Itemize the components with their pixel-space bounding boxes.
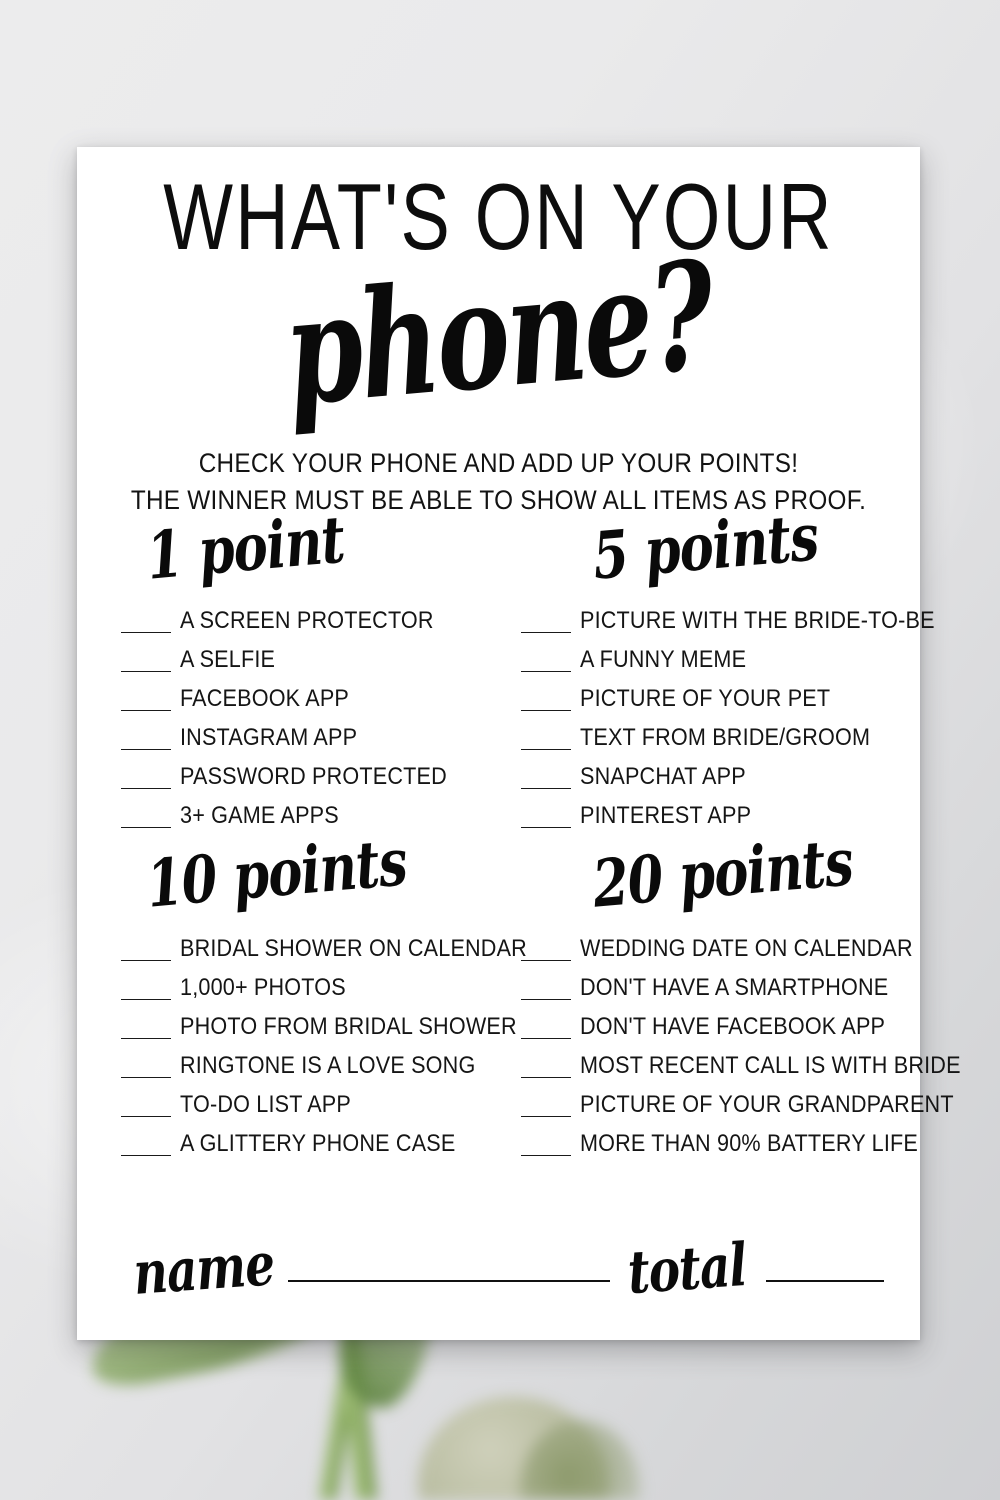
score-blank-line[interactable] (121, 671, 171, 672)
game-card (77, 147, 961, 1340)
checklist-item[interactable] (121, 687, 499, 711)
score-blank-line[interactable] (121, 1077, 171, 1078)
checklist-item[interactable] (121, 976, 499, 1000)
checklist-item[interactable] (521, 804, 921, 828)
checklist-item-label: A GLITTERY PHONE CASE (180, 1130, 456, 1157)
section-heading: 20 points (589, 823, 856, 923)
section-heading: 1 point (143, 500, 348, 595)
score-blank-line[interactable] (521, 710, 571, 711)
score-blank-line[interactable] (521, 960, 571, 961)
checklist-item-label: SNAPCHAT APP (579, 763, 746, 790)
score-blank-line[interactable] (521, 632, 571, 633)
checklist-item[interactable] (121, 648, 499, 672)
checklist-item[interactable] (521, 607, 935, 634)
score-blank-line[interactable] (521, 671, 571, 672)
section-20-points (499, 823, 961, 1171)
total-label: total (625, 1229, 749, 1308)
checklist-item-label: DON'T HAVE A SMARTPHONE (579, 974, 888, 1001)
checklist-item-label: PHOTO FROM BRIDAL SHOWER (180, 1013, 517, 1040)
section-5-points (499, 498, 935, 843)
checklist-item-label: FACEBOOK APP (180, 685, 350, 712)
checklist-item-label: PINTEREST APP (579, 802, 751, 829)
score-blank-line[interactable] (121, 1155, 171, 1156)
checklist-item-label: TEXT FROM BRIDE/GROOM (579, 724, 870, 751)
section-item-list (121, 609, 499, 828)
score-blank-line[interactable] (121, 710, 171, 711)
checklist-item-label: TO-DO LIST APP (180, 1091, 351, 1118)
score-blank-line[interactable] (521, 1155, 571, 1156)
checklist-item-label: PICTURE OF YOUR GRANDPARENT (579, 1091, 954, 1118)
script-title-phone: phone? (278, 227, 719, 440)
score-blank-line[interactable] (121, 1038, 171, 1039)
instructions-line-1: CHECK YOUR PHONE AND ADD UP YOUR POINTS! (198, 448, 799, 478)
instructions-line-2: THE WINNER MUST BE ABLE TO SHOW ALL ITEMS AS PROOF. (130, 484, 867, 515)
section-10-points (77, 823, 527, 1171)
footer (77, 1228, 920, 1309)
score-blank-line[interactable] (521, 749, 571, 750)
checklist-item-label: PASSWORD PROTECTED (180, 763, 447, 790)
checklist-item[interactable] (521, 726, 921, 750)
checklist-item-label: DON'T HAVE FACEBOOK APP (579, 1013, 885, 1040)
checklist-item-label: WEDDING DATE ON CALENDAR (579, 935, 913, 962)
checklist-item[interactable] (521, 1091, 954, 1118)
score-blank-line[interactable] (121, 999, 171, 1000)
name-label: name (131, 1228, 277, 1309)
checklist-item-label: A SELFIE (180, 646, 276, 673)
score-blank-line[interactable] (521, 788, 571, 789)
checklist-item-label: RINGTONE IS A LOVE SONG (180, 1052, 476, 1079)
checklist-item-label: A SCREEN PROTECTOR (180, 607, 434, 634)
score-blank-line[interactable] (521, 827, 571, 828)
checklist-item[interactable] (521, 976, 921, 1000)
checklist-item[interactable] (121, 765, 499, 789)
checklist-item[interactable] (521, 648, 921, 672)
checklist-item[interactable] (121, 609, 499, 633)
checklist-item[interactable] (121, 726, 499, 750)
sections-row-bottom (77, 823, 961, 1171)
score-blank-line[interactable] (121, 960, 171, 961)
checklist-item[interactable] (521, 1132, 921, 1156)
checklist-item[interactable] (521, 1015, 921, 1039)
checklist-item-label: PICTURE OF YOUR PET (579, 685, 830, 712)
checklist-item-label: BRIDAL SHOWER ON CALENDAR (180, 935, 527, 962)
score-blank-line[interactable] (121, 1116, 171, 1117)
score-blank-line[interactable] (521, 1038, 571, 1039)
checklist-item[interactable] (521, 937, 921, 961)
checklist-item[interactable] (121, 1132, 499, 1156)
section-1-point (77, 500, 499, 843)
page-title: WHAT'S ON YOUR (163, 164, 834, 270)
checklist-item[interactable] (521, 1052, 961, 1079)
checklist-item-label: PICTURE WITH THE BRIDE-TO-BE (579, 607, 935, 634)
name-write-line[interactable] (288, 1280, 610, 1282)
checklist-item-label: 3+ GAME APPS (180, 802, 339, 829)
score-blank-line[interactable] (521, 1077, 571, 1078)
checklist-item[interactable] (121, 1013, 517, 1040)
score-blank-line[interactable] (121, 788, 171, 789)
checklist-item[interactable] (121, 804, 499, 828)
checklist-item[interactable] (121, 935, 527, 962)
score-blank-line[interactable] (121, 632, 171, 633)
score-blank-line[interactable] (521, 999, 571, 1000)
checklist-item-label: A FUNNY MEME (579, 646, 746, 673)
score-blank-line[interactable] (121, 827, 171, 828)
total-write-line[interactable] (766, 1280, 884, 1282)
section-item-list (521, 935, 961, 1157)
checklist-item-label: 1,000+ PHOTOS (180, 974, 346, 1001)
checklist-item-label: MOST RECENT CALL IS WITH BRIDE (579, 1052, 961, 1079)
checklist-item-label: INSTAGRAM APP (180, 724, 358, 751)
section-item-list (121, 935, 527, 1157)
section-heading: 5 points (589, 498, 821, 595)
score-blank-line[interactable] (521, 1116, 571, 1117)
score-blank-line[interactable] (121, 749, 171, 750)
checklist-item[interactable] (521, 687, 921, 711)
section-item-list (521, 607, 935, 829)
checklist-item[interactable] (121, 1093, 499, 1117)
checklist-item-label: MORE THAN 90% BATTERY LIFE (579, 1130, 918, 1157)
checklist-item[interactable] (121, 1054, 499, 1078)
section-heading: 10 points (143, 823, 410, 923)
checklist-item[interactable] (521, 765, 921, 789)
